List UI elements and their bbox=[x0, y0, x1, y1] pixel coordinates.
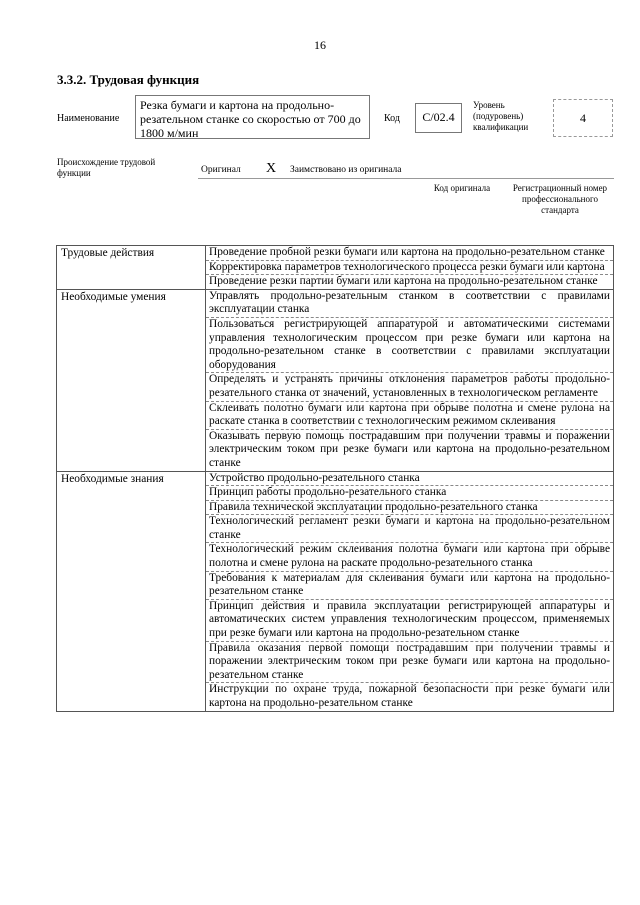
list-item: Корректировка параметров технологического процесса резки бумаги или картона bbox=[206, 261, 613, 276]
page-number: 16 bbox=[314, 38, 326, 52]
list-item: Проведение пробной резки бумаги или картона на продольно-резательном станке bbox=[206, 246, 613, 261]
items-cell bbox=[206, 289, 614, 471]
function-table bbox=[56, 245, 614, 712]
list-item: Технологический регламент резки бумаги и картона на продольно-резательном станке bbox=[206, 515, 613, 543]
code-original-label: Код оригинала bbox=[433, 183, 491, 193]
list-item: Определять и устранять причины отклонения параметров работы продольно-резательного станка от значений, установленных в технологическом регламенте bbox=[206, 373, 613, 401]
category-cell: Необходимые знания bbox=[57, 471, 206, 711]
origin-label: Происхождение трудовой функции bbox=[57, 157, 156, 178]
function-code: C/02.4 bbox=[415, 103, 462, 133]
origin-line bbox=[198, 178, 614, 179]
list-item: Оказывать первую помощь пострадавшим при получении травмы и поражении электрическим током при резке бумаги или картона на продольно-резательном станке bbox=[209, 429, 610, 469]
level-label: Уровень (подуровень) квалификации bbox=[473, 100, 529, 132]
category-cell: Трудовые действия bbox=[57, 246, 206, 290]
list-item: Инструкции по охране труда, пожарной безопасности при резке бумаги или картона на продольно-резательном станке bbox=[209, 683, 610, 709]
list-item: Требования к материалам для склеивания бумаги или картона на продольно-резательном станке bbox=[206, 572, 613, 600]
list-item: Проведение резки партии бумаги или картона на продольно-резательном станке bbox=[209, 275, 598, 288]
function-name: Резка бумаги и картона на продольно-резательном станке со скоростью от 700 до 1800 м/мин bbox=[135, 95, 370, 139]
list-item: Управлять продольно-резательным станком в соответствии с правилами эксплуатации станка bbox=[206, 290, 613, 318]
qualification-level: 4 bbox=[553, 99, 613, 137]
list-item: Склеивать полотно бумаги или картона при обрыве полотна и смене рулона на раскате станка в соответствии с технологическим режимом склеивания bbox=[206, 402, 613, 430]
list-item: Устройство продольно-резательного станка bbox=[206, 472, 613, 487]
name-label: Наименование bbox=[57, 113, 120, 124]
category-cell: Необходимые умения bbox=[57, 289, 206, 471]
list-item: Правила оказания первой помощи пострадавшим при получении травмы и поражении электрическим током при резке бумаги или картона на продольно-резательном станке bbox=[206, 642, 613, 684]
table-row bbox=[57, 246, 614, 290]
list-item: Правила технической эксплуатации продольно-резательного станка bbox=[206, 501, 613, 516]
original-label: Оригинал bbox=[201, 165, 241, 175]
items-cell bbox=[206, 471, 614, 711]
items-cell bbox=[206, 246, 614, 290]
list-item: Пользоваться регистрирующей аппаратурой и автоматическими системами управления технологическим процессом при резке бумаги или картона на продольно-резательном станке в соответствии с правилами эксплуатации оборудования bbox=[206, 318, 613, 373]
table-row bbox=[57, 471, 614, 711]
code-label: Код bbox=[384, 113, 400, 124]
original-mark: X bbox=[266, 161, 277, 176]
borrowed-label: Заимствовано из оригинала bbox=[290, 165, 402, 175]
table-row bbox=[57, 289, 614, 471]
list-item: Принцип работы продольно-резательного станка bbox=[206, 486, 613, 501]
list-item: Принцип действия и правила эксплуатации регистрирующей аппаратуры и автоматических систем управления технологическим процессом, применяемых при резке бумаги или картона на продольно-резательном станке bbox=[206, 600, 613, 642]
reg-number-label: Регистрационный номер профессионального стандарта bbox=[512, 183, 608, 215]
section-title: 3.3.2. Трудовая функция bbox=[57, 72, 200, 87]
list-item: Технологический режим склеивания полотна бумаги или картона при обрыве полотна и смене рулона на раскате продольно-резательного станка bbox=[206, 543, 613, 571]
